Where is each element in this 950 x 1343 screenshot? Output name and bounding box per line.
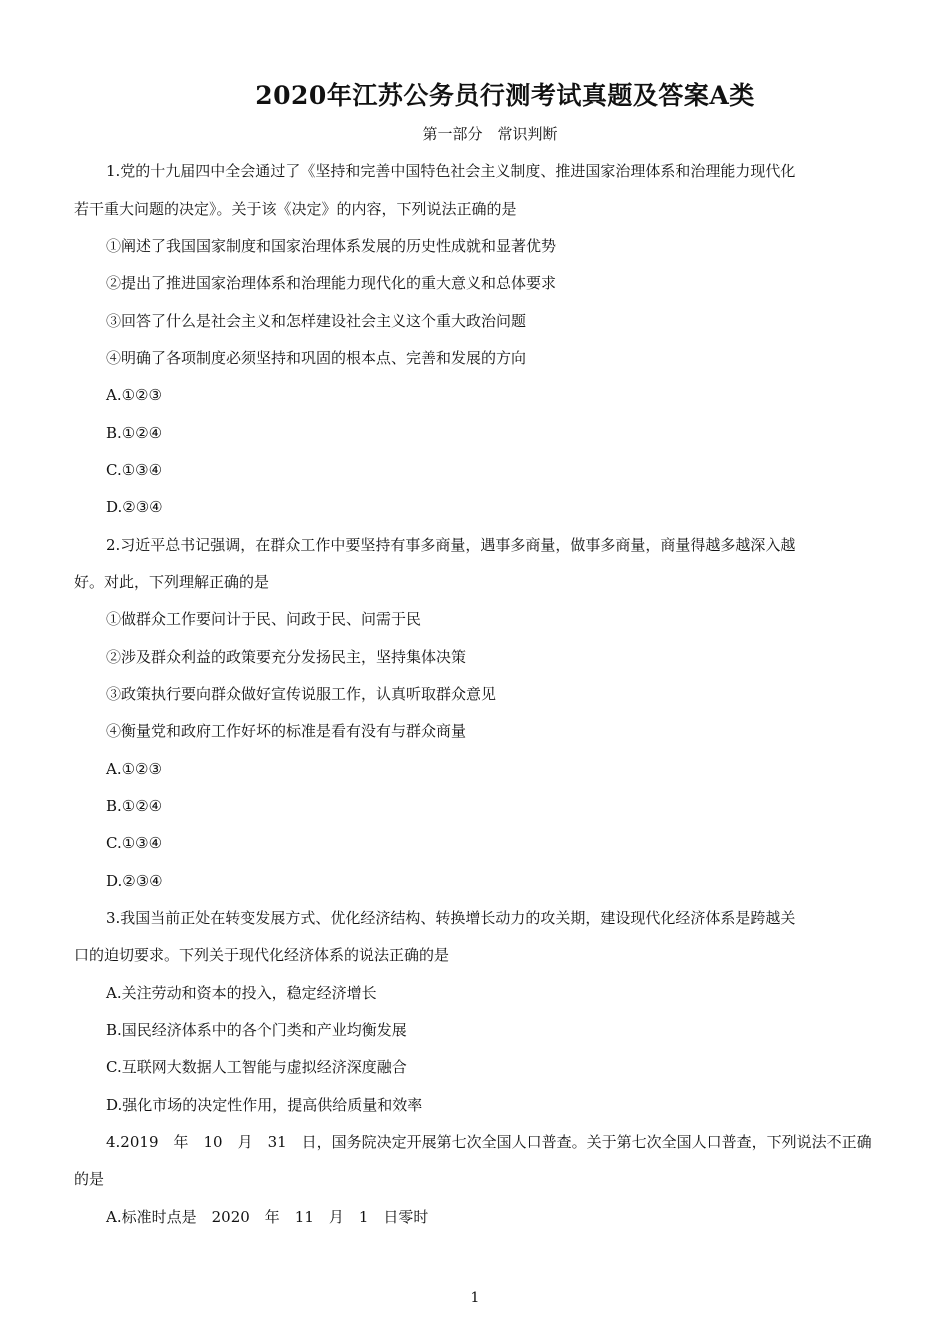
question-1-stem-cont: 若干重大问题的决定》。关于该《决定》的内容，下列说法正确的是 [74, 200, 517, 218]
question-3-option-c: C.互联网大数据人工智能与虚拟经济深度融合 [106, 1058, 407, 1076]
question-3-option-d: D.强化市场的决定性作用，提高供给质量和效率 [106, 1096, 423, 1114]
question-1-statement: ③回答了什么是社会主义和怎样建设社会主义这个重大政治问题 [106, 312, 527, 330]
question-2-statement: ③政策执行要向群众做好宣传说服工作，认真听取群众意见 [106, 685, 497, 703]
question-1-statement: ①阐述了我国国家制度和国家治理体系发展的历史性成就和显著优势 [106, 237, 557, 255]
question-3-option-a: A.关注劳动和资本的投入，稳定经济增长 [106, 984, 377, 1002]
question-2-option-d: D.②③④ [106, 872, 163, 890]
question-1-option-d: D.②③④ [106, 498, 163, 516]
question-2-stem-cont: 好。对此，下列理解正确的是 [74, 573, 270, 591]
question-4-stem-cont: 的是 [74, 1170, 105, 1188]
question-1-option-c: C.①③④ [106, 461, 163, 479]
question-1-stem: 1.党的十九届四中全会通过了《坚持和完善中国特色社会主义制度、推进国家治理体系和治理能力现代化 [106, 162, 796, 180]
question-4-option-a: A.标准时点是 2020 年 11 月 1 日零时 [106, 1208, 429, 1226]
section-heading: 第一部分 常识判断 [422, 125, 558, 143]
question-1-option-b: B.①②④ [106, 424, 163, 442]
question-2-option-b: B.①②④ [106, 797, 163, 815]
question-3-stem: 3.我国当前正处在转变发展方式、优化经济结构、转换增长动力的攻关期，建设现代化经济体系是跨越关 [106, 909, 796, 927]
question-1-option-a: A.①②③ [106, 386, 162, 404]
question-2-stem: 2.习近平总书记强调，在群众工作中要坚持有事多商量，遇事多商量，做事多商量，商量得越多越深入越 [106, 536, 796, 554]
question-2-option-c: C.①③④ [106, 834, 163, 852]
question-1-statement: ②提出了推进国家治理体系和治理能力现代化的重大意义和总体要求 [106, 274, 557, 292]
document-title: 2020年江苏公务员行测考试真题及答案A类 [255, 81, 755, 110]
question-2-option-a: A.①②③ [106, 760, 162, 778]
question-4-stem: 4.2019 年 10 月 31 日，国务院决定开展第七次全国人口普查。关于第七次全国人口普查，下列说法不正确 [106, 1133, 872, 1151]
question-1-statement: ④明确了各项制度必须坚持和巩固的根本点、完善和发展的方向 [106, 349, 527, 367]
question-2-statement: ②涉及群众利益的政策要充分发扬民主，坚持集体决策 [106, 648, 467, 666]
question-2-statement: ④衡量党和政府工作好坏的标准是看有没有与群众商量 [106, 722, 467, 740]
question-2-statement: ①做群众工作要问计于民、问政于民、问需于民 [106, 610, 422, 628]
question-3-option-b: B.国民经济体系中的各个门类和产业均衡发展 [106, 1021, 407, 1039]
page-number: 1 [470, 1290, 480, 1306]
question-3-stem-cont: 口的迫切要求。下列关于现代化经济体系的说法正确的是 [74, 946, 450, 964]
